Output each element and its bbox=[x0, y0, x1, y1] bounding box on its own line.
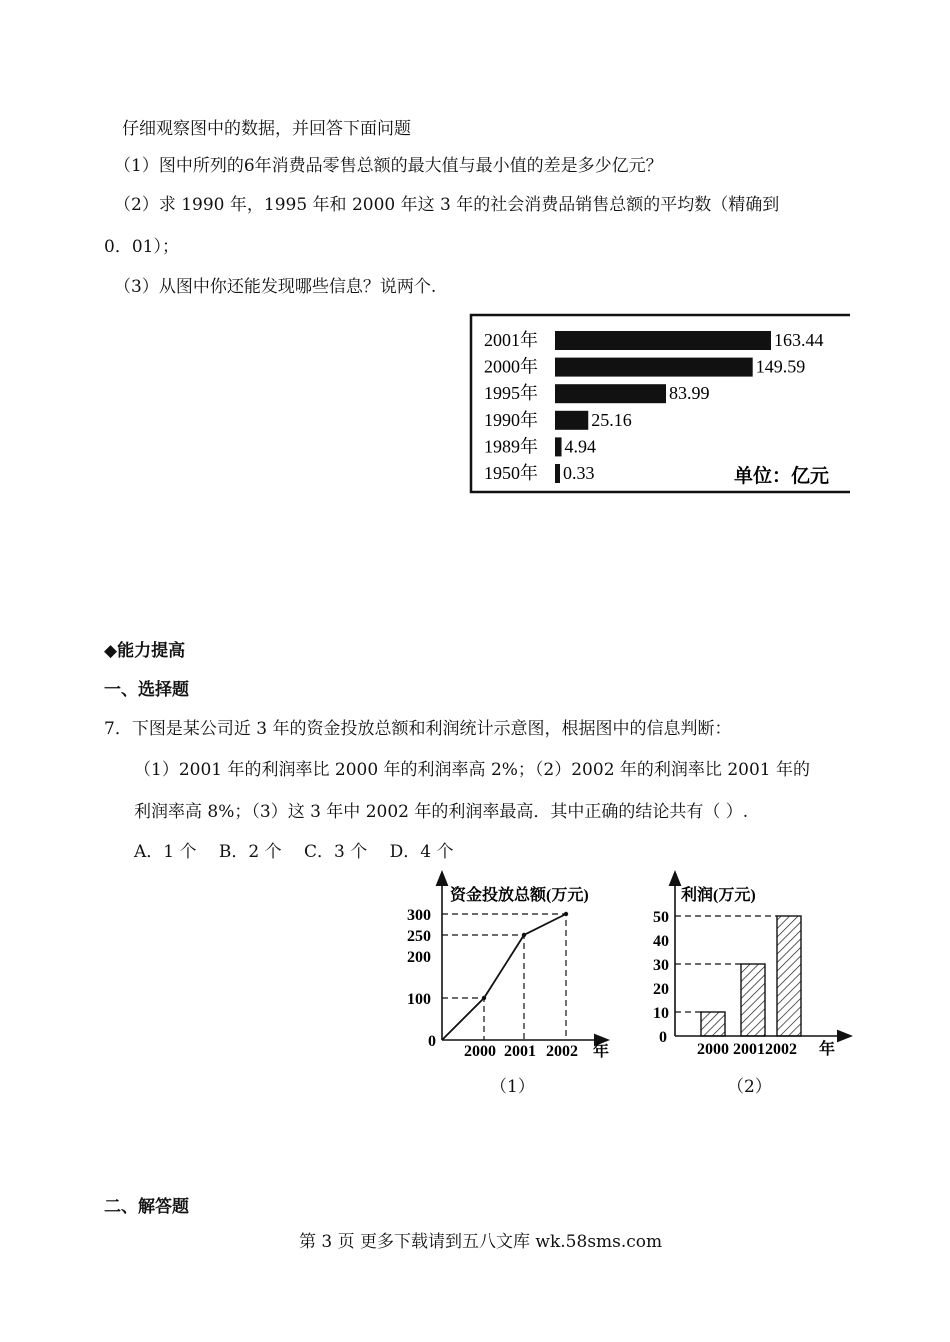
data-point bbox=[564, 912, 568, 916]
section-choice-heading: 一、选择题 bbox=[104, 680, 189, 700]
question-7-line3: 利润率高 8%；（3）这 3 年中 2002 年的利润率最高．其中正确的结论共有（ ）. bbox=[134, 802, 749, 822]
bar-category-label: 1989年 bbox=[484, 436, 538, 457]
bar-value-label: 149.59 bbox=[755, 356, 806, 377]
page-footer: 第 3 页 更多下载请到五八文库 wk.58sms.com bbox=[299, 1232, 663, 1252]
y-tick-label: 100 bbox=[407, 991, 431, 1008]
investment-line-chart bbox=[400, 872, 630, 1062]
line-chart-title: 资金投放总额(万元) bbox=[450, 887, 589, 904]
guide-line bbox=[442, 935, 524, 1040]
question-2-line1: （2）求 1990 年，1995 年和 2000 年这 3 年的社会消费品销售总额的平均数（精确到 bbox=[114, 195, 780, 215]
profit-bar-chart bbox=[655, 872, 855, 1062]
bar bbox=[555, 358, 753, 377]
bar-category-label: 2000年 bbox=[484, 356, 538, 377]
x-unit: 年 bbox=[819, 1041, 836, 1058]
bar bbox=[555, 331, 771, 350]
bar bbox=[777, 916, 801, 1036]
x-tick-label: 2001 bbox=[504, 1043, 536, 1060]
section-answer-heading: 二、解答题 bbox=[104, 1197, 189, 1217]
bar-category-label: 1995年 bbox=[484, 383, 538, 404]
question-7-line1: 7．下图是某公司近 3 年的资金投放总额和利润统计示意图，根据图中的信息判断： bbox=[104, 719, 732, 739]
question-1: （1）图中所列的6年消费品零售总额的最大值与最小值的差是多少亿元？ bbox=[114, 156, 663, 176]
question-3: （3）从图中你还能发现哪些信息？说两个. bbox=[114, 277, 437, 297]
bar bbox=[741, 964, 765, 1036]
data-point bbox=[522, 933, 526, 937]
bar-value-label: 25.16 bbox=[591, 409, 632, 430]
bar bbox=[555, 437, 562, 456]
section-ability-heading: ◆能力提高 bbox=[104, 641, 186, 661]
bar bbox=[555, 464, 560, 483]
bar-value-label: 0.33 bbox=[563, 463, 595, 483]
y-tick-label: 200 bbox=[407, 949, 431, 966]
bar-category-label: 2001年 bbox=[484, 330, 538, 350]
y-tick-label: 250 bbox=[407, 928, 431, 945]
question-7-line2: （1）2001 年的利润率比 2000 年的利润率高 2%；（2）2002 年的利润率比 2001 年的 bbox=[134, 760, 810, 780]
bar bbox=[555, 411, 588, 430]
bar-category-label: 1950年 bbox=[484, 463, 538, 483]
y-tick-label: 300 bbox=[407, 907, 431, 924]
bar bbox=[701, 1012, 725, 1036]
retail-sales-bar-chart bbox=[468, 312, 850, 497]
y-tick-label: 0 bbox=[428, 1033, 436, 1050]
y-tick-label: 50 bbox=[653, 909, 669, 926]
x-tick-label: 2000 bbox=[464, 1043, 496, 1060]
x-unit: 年 bbox=[593, 1043, 610, 1060]
y-tick-label: 40 bbox=[653, 933, 669, 950]
data-point bbox=[482, 996, 486, 1000]
bar-value-label: 163.44 bbox=[774, 330, 824, 350]
unit-label: 单位：亿元 bbox=[734, 466, 830, 487]
y-tick-label: 10 bbox=[653, 1005, 669, 1022]
intro-text: 仔细观察图中的数据，并回答下面问题 bbox=[122, 119, 411, 139]
question-2-line2: 0．01）； bbox=[104, 237, 179, 257]
x-tick-labels: 2000 20012002 bbox=[697, 1041, 797, 1058]
bar-value-label: 83.99 bbox=[669, 383, 710, 404]
y-tick-label: 0 bbox=[659, 1029, 667, 1046]
y-tick-label: 30 bbox=[653, 957, 669, 974]
chart-2-caption: （2） bbox=[727, 1077, 772, 1097]
chart-1-caption: （1） bbox=[490, 1077, 535, 1097]
bar-category-label: 1990年 bbox=[484, 409, 538, 430]
x-tick-label: 2002 bbox=[546, 1043, 578, 1060]
y-tick-label: 20 bbox=[653, 981, 669, 998]
data-line bbox=[442, 914, 566, 1040]
bar-value-label: 4.94 bbox=[564, 436, 597, 457]
question-7-options: A．1 个 B．2 个 C．3 个 D．4 个 bbox=[134, 842, 454, 862]
profit-chart-title: 利润(万元) bbox=[681, 887, 756, 904]
bar bbox=[555, 384, 666, 403]
